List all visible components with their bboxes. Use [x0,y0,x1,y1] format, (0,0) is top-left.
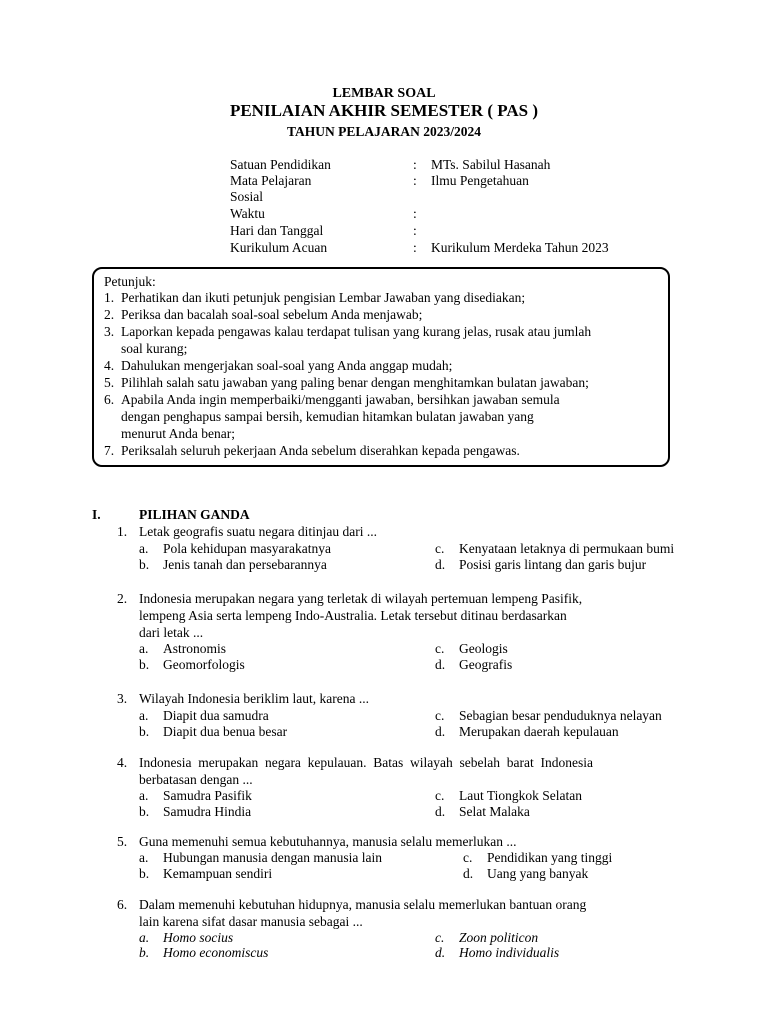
option-text: Pola kehidupan masyarakatnya [163,541,331,556]
question-text: lempeng Asia serta lempeng Indo-Australia. Letak tersebut ditinau berdasarkan [139,608,567,623]
option-letter: a. [139,708,149,723]
option-letter: b. [139,804,150,819]
question-text: Letak geografis suatu negara ditinjau dari ... [139,524,378,539]
instruction-number: 2. [104,307,115,322]
info-colon: : [413,157,417,172]
option-letter: c. [435,541,445,556]
instruction-number: 7. [104,443,115,458]
option-letter: a. [139,541,149,556]
instruction-number: 4. [104,358,115,373]
info-colon: : [413,240,417,255]
instruction-text: menurut Anda benar; [121,426,235,441]
option-letter: d. [435,804,446,819]
instructions-title: Petunjuk: [104,274,156,289]
option-text: Posisi garis lintang dan garis bujur [459,557,647,572]
instruction-number: 1. [104,290,115,305]
doc-subtitle: PENILAIAN AKHIR SEMESTER ( PAS ) [229,101,539,120]
option-text: Selat Malaka [459,804,530,819]
instruction-number: 5. [104,375,115,390]
question-number: 5. [117,834,128,849]
info-label: Waktu [230,206,265,221]
option-letter: a. [139,850,149,865]
option-letter: a. [139,930,150,945]
question-number: 3. [117,691,128,706]
info-value: MTs. Sabilul Hasanah [431,157,551,172]
question-number: 6. [117,897,128,912]
instruction-text: Perhatikan dan ikuti petunjuk pengisian Lembar Jawaban yang disediakan; [121,290,526,305]
section-number: I. [92,507,101,522]
option-letter: d. [463,866,474,881]
info-value: Kurikulum Merdeka Tahun 2023 [431,240,609,255]
instruction-number: 3. [104,324,115,339]
info-colon: : [413,223,417,238]
question-number: 4. [117,755,128,770]
option-text: Kemampuan sendiri [163,866,273,881]
instruction-text: Pilihlah salah satu jawaban yang paling benar dengan menghitamkan bulatan jawaban; [121,375,589,390]
option-text: Laut Tiongkok Selatan [459,788,583,803]
option-text: Homo individualis [459,945,560,960]
info-label: Mata Pelajaran [230,173,312,188]
question-text: berbatasan dengan ... [139,772,253,787]
option-text: Geologis [459,641,508,656]
option-letter: a. [139,641,149,656]
question-text: Guna memenuhi semua kebutuhannya, manusia selalu memerlukan ... [139,834,517,849]
info-label: Kurikulum Acuan [230,240,328,255]
option-letter: c. [435,930,445,945]
info-value: Ilmu Pengetahuan [431,173,529,188]
option-letter: c. [435,641,445,656]
option-text: Homo economiscus [163,945,269,960]
option-text: Diapit dua benua besar [163,724,288,739]
option-letter: b. [139,945,150,960]
option-text: Kenyataan letaknya di permukaan bumi [459,541,675,556]
info-label: Hari dan Tanggal [230,223,324,238]
doc-year: TAHUN PELAJARAN 2023/2024 [286,124,481,139]
instruction-text: Periksalah seluruh pekerjaan Anda sebelum diserahkan kepada pengawas. [121,443,520,458]
option-letter: b. [139,724,150,739]
option-text: Homo socius [163,930,234,945]
option-letter: d. [435,724,446,739]
instruction-number: 6. [104,392,115,407]
option-letter: b. [139,866,150,881]
option-letter: c. [463,850,473,865]
instruction-text: Laporkan kepada pengawas kalau terdapat tulisan yang kurang jelas, rusak atau jumlah [121,324,592,339]
question-text: Dalam memenuhi kebutuhan hidupnya, manusia selalu memerlukan bantuan orang [139,897,587,912]
option-text: Pendidikan yang tinggi [487,850,613,865]
question-number: 1. [117,524,128,539]
option-text: Astronomis [163,641,227,656]
instruction-text: Dahulukan mengerjakan soal-soal yang Anda anggap mudah; [121,358,453,373]
section-title: PILIHAN GANDA [139,507,250,522]
option-letter: b. [139,657,150,672]
info-colon: : [413,206,417,221]
info-colon: : [413,173,417,188]
option-text: Geomorfologis [163,657,245,672]
instruction-text: dengan penghapus sampai bersih, kemudian hitamkan bulatan jawaban yang [121,409,534,424]
question-text: Wilayah Indonesia beriklim laut, karena ... [139,691,370,706]
doc-title: LEMBAR SOAL [332,86,436,101]
option-text: Geografis [459,657,513,672]
option-letter: d. [435,557,446,572]
option-letter: d. [435,657,446,672]
option-text: Samudra Pasifik [163,788,252,803]
option-text: Diapit dua samudra [163,708,269,723]
option-text: Samudra Hindia [163,804,252,819]
question-text: lain karena sifat dasar manusia sebagai ... [139,914,363,929]
question-number: 2. [117,591,128,606]
option-letter: a. [139,788,149,803]
option-text: Sebagian besar penduduknya nelayan [459,708,662,723]
option-letter: c. [435,708,445,723]
question-text: Indonesia merupakan negara kepulauan. Batas wilayah sebelah barat Indonesia [139,755,593,770]
info-label: Sosial [230,189,264,204]
instruction-text: Periksa dan bacalah soal-soal sebelum Anda menjawab; [121,307,423,322]
option-text: Zoon politicon [459,930,539,945]
option-text: Uang yang banyak [487,866,589,881]
info-label: Satuan Pendidikan [230,157,331,172]
instruction-text: Apabila Anda ingin memperbaiki/mengganti jawaban, bersihkan jawaban semula [121,392,560,407]
option-letter: d. [435,945,446,960]
option-text: Merupakan daerah kepulauan [459,724,619,739]
option-text: Hubungan manusia dengan manusia lain [163,850,382,865]
option-text: Jenis tanah dan persebarannya [163,557,327,572]
option-letter: c. [435,788,445,803]
option-letter: b. [139,557,150,572]
instruction-text: soal kurang; [121,341,188,356]
question-text: dari letak ... [139,625,204,640]
question-text: Indonesia merupakan negara yang terletak di wilayah pertemuan lempeng Pasifik, [139,591,583,606]
